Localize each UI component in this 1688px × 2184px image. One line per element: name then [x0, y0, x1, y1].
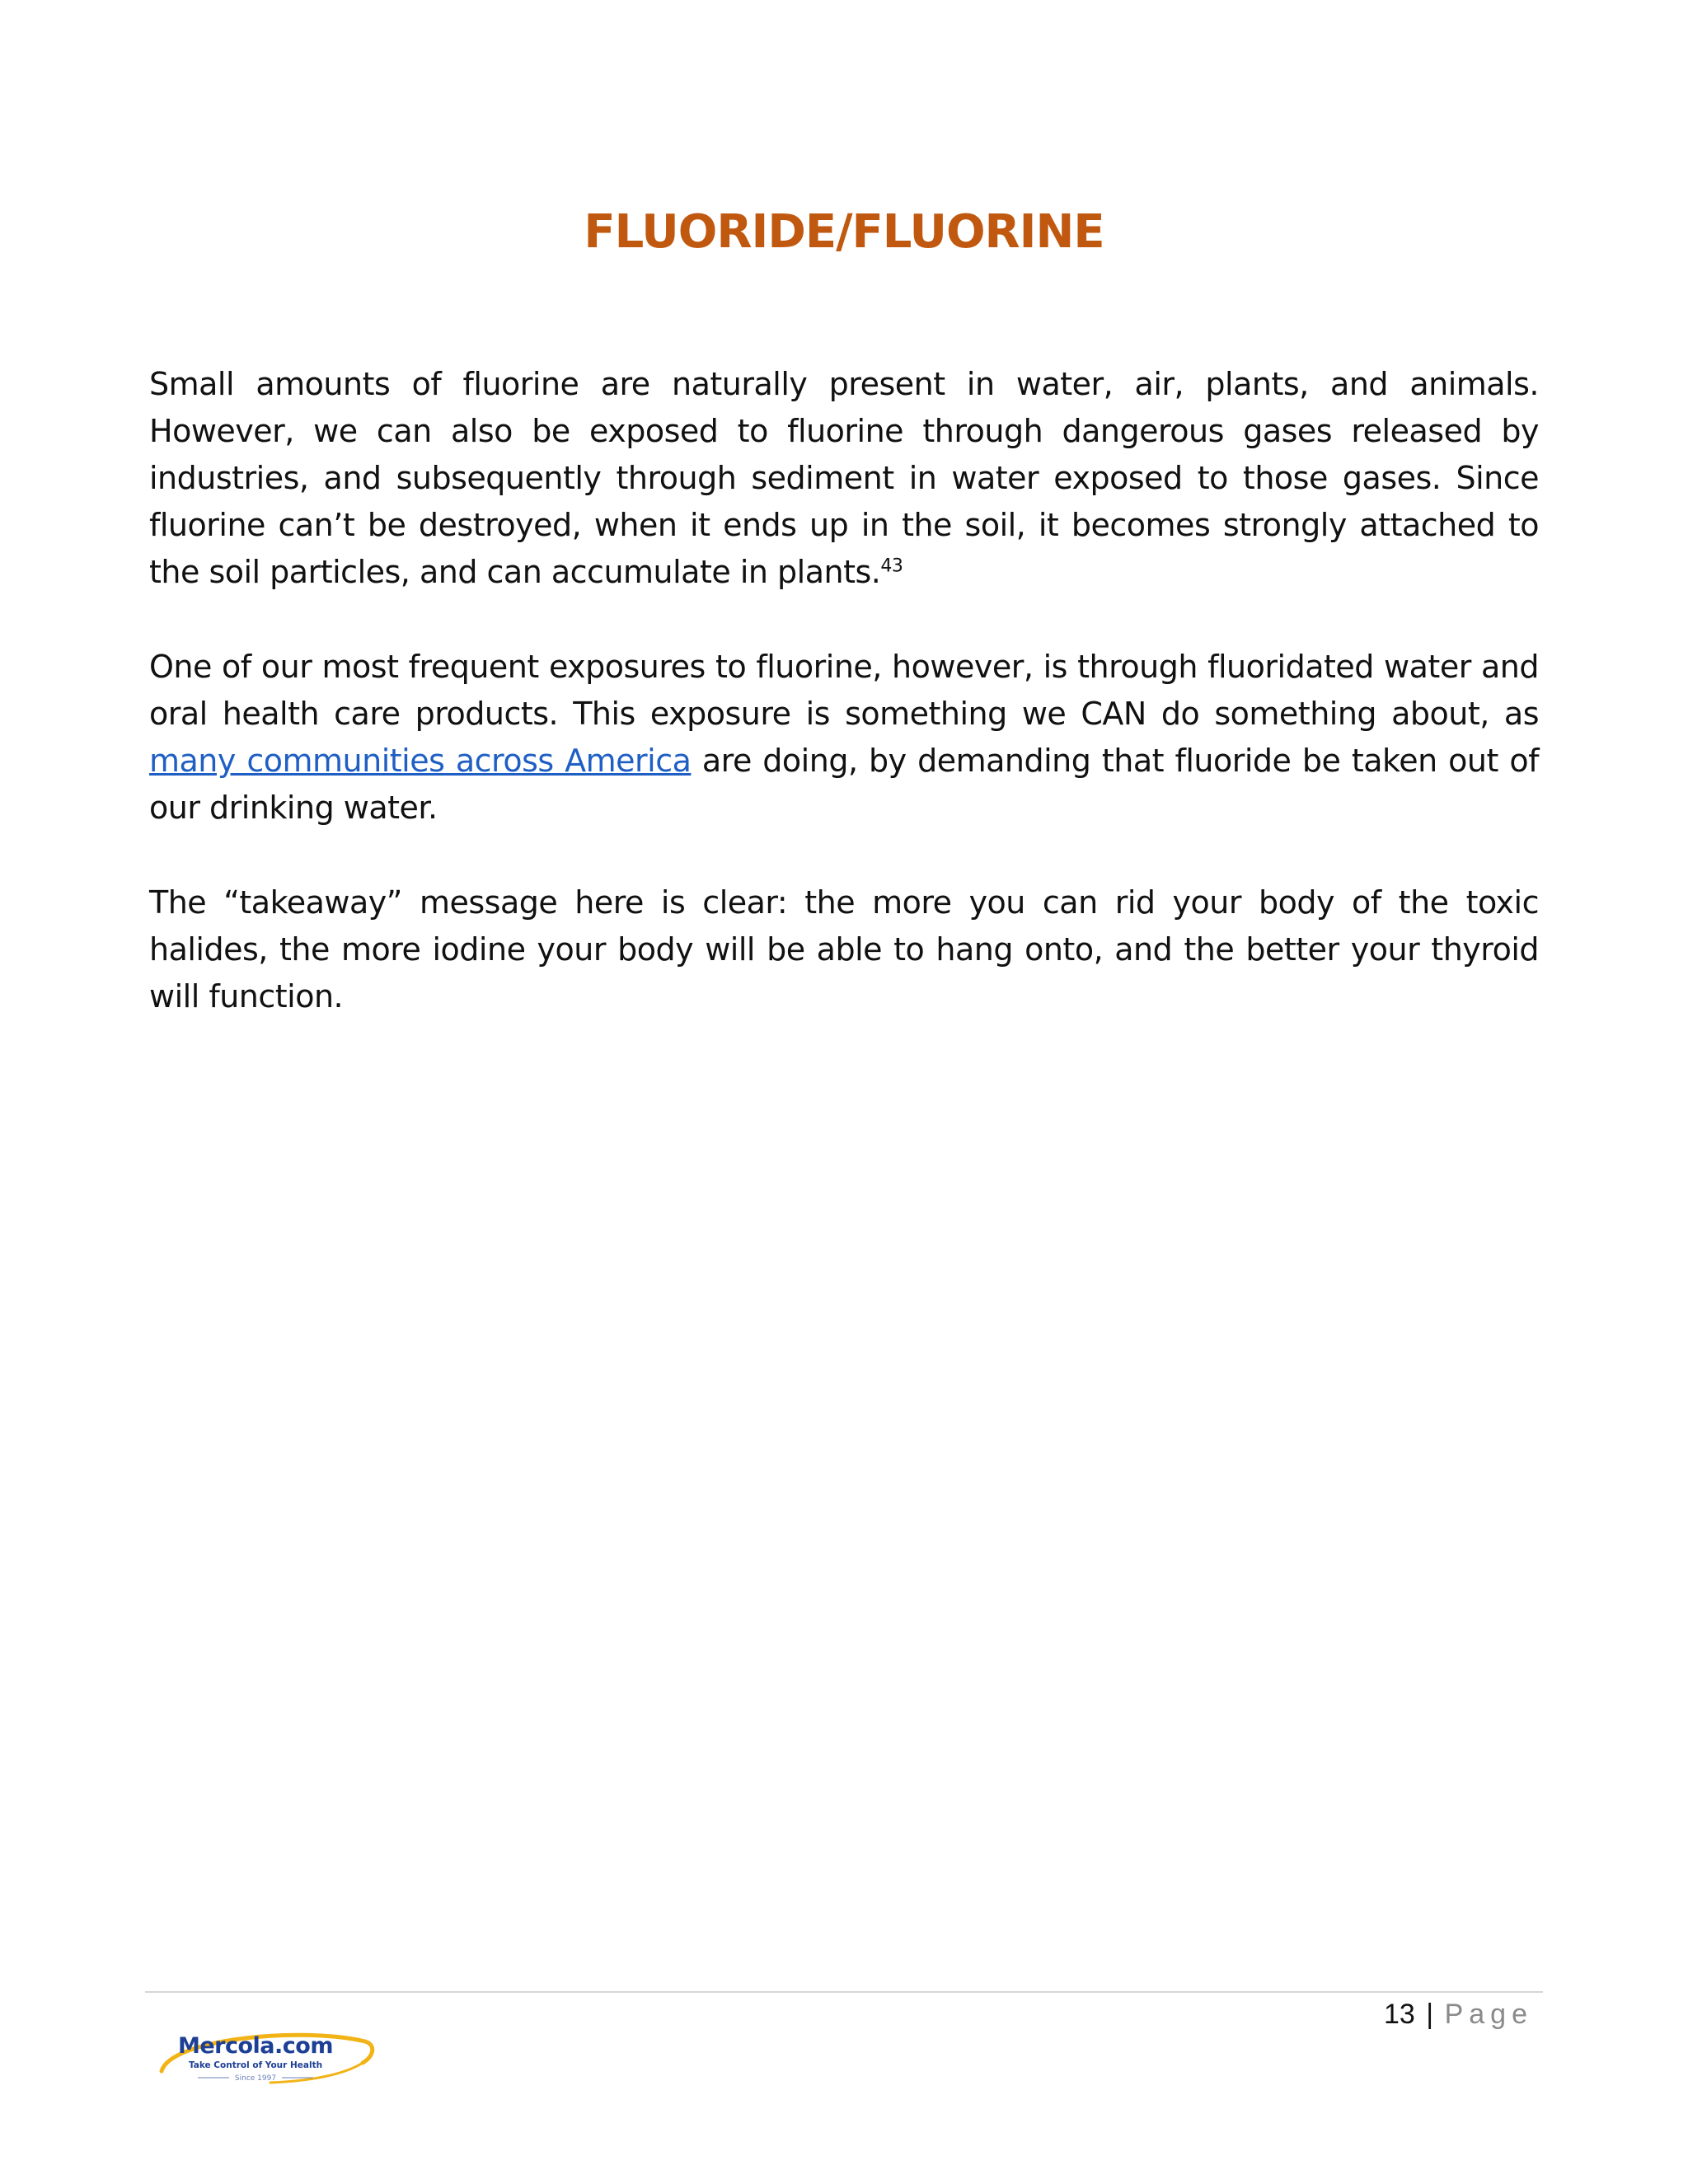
paragraph-text: Small amounts of fluorine are naturally present in water, air, plants, and animals. However, we can also be exposed to fluorine through dangerous gases released by industries, and subsequently through sediment in water exposed to those gases. Since fluorine can’t be destroyed, when it ends up in the soil, it becomes strongly attached to the soil particles, and can accumulate in plants.	[149, 366, 1539, 590]
mercola-logo	[147, 2023, 377, 2089]
svg-text:Since 1997: Since 1997	[234, 2074, 277, 2083]
paragraph-fluorine-sources	[149, 361, 1539, 596]
paragraph-takeaway	[149, 879, 1539, 1020]
paragraph-text: The “takeaway” message here is clear: the more you can rid your body of the toxic halides, the more iodine your body will be able to hang onto, and the better your thyroid will function.	[149, 884, 1539, 1015]
paragraph-text-after-link: are doing, by demanding that fluoride be taken out of our drinking water.	[149, 743, 1539, 826]
page-word: Page	[1444, 1999, 1533, 2030]
paragraph-fluoride-exposure	[149, 644, 1539, 832]
page-number-value: 13	[1384, 1999, 1415, 2030]
svg-text:Mercola.com: Mercola.com	[178, 2033, 333, 2059]
footer-divider	[145, 1991, 1543, 1993]
svg-text:Take Control of Your Health: Take Control of Your Health	[188, 2060, 323, 2070]
page-title: FLUORIDE/FLUORINE	[584, 205, 1104, 259]
page-number-separator: |	[1426, 1999, 1434, 2030]
page-number	[1384, 1994, 1533, 2034]
communities-link[interactable]: many communities across America	[149, 743, 692, 779]
paragraph-text-before-link: One of our most frequent exposures to fluorine, however, is through fluoridated water and oral health care products. This exposure is something we CAN do something about, as	[149, 649, 1539, 732]
footnote-reference[interactable]: 43	[880, 555, 903, 577]
